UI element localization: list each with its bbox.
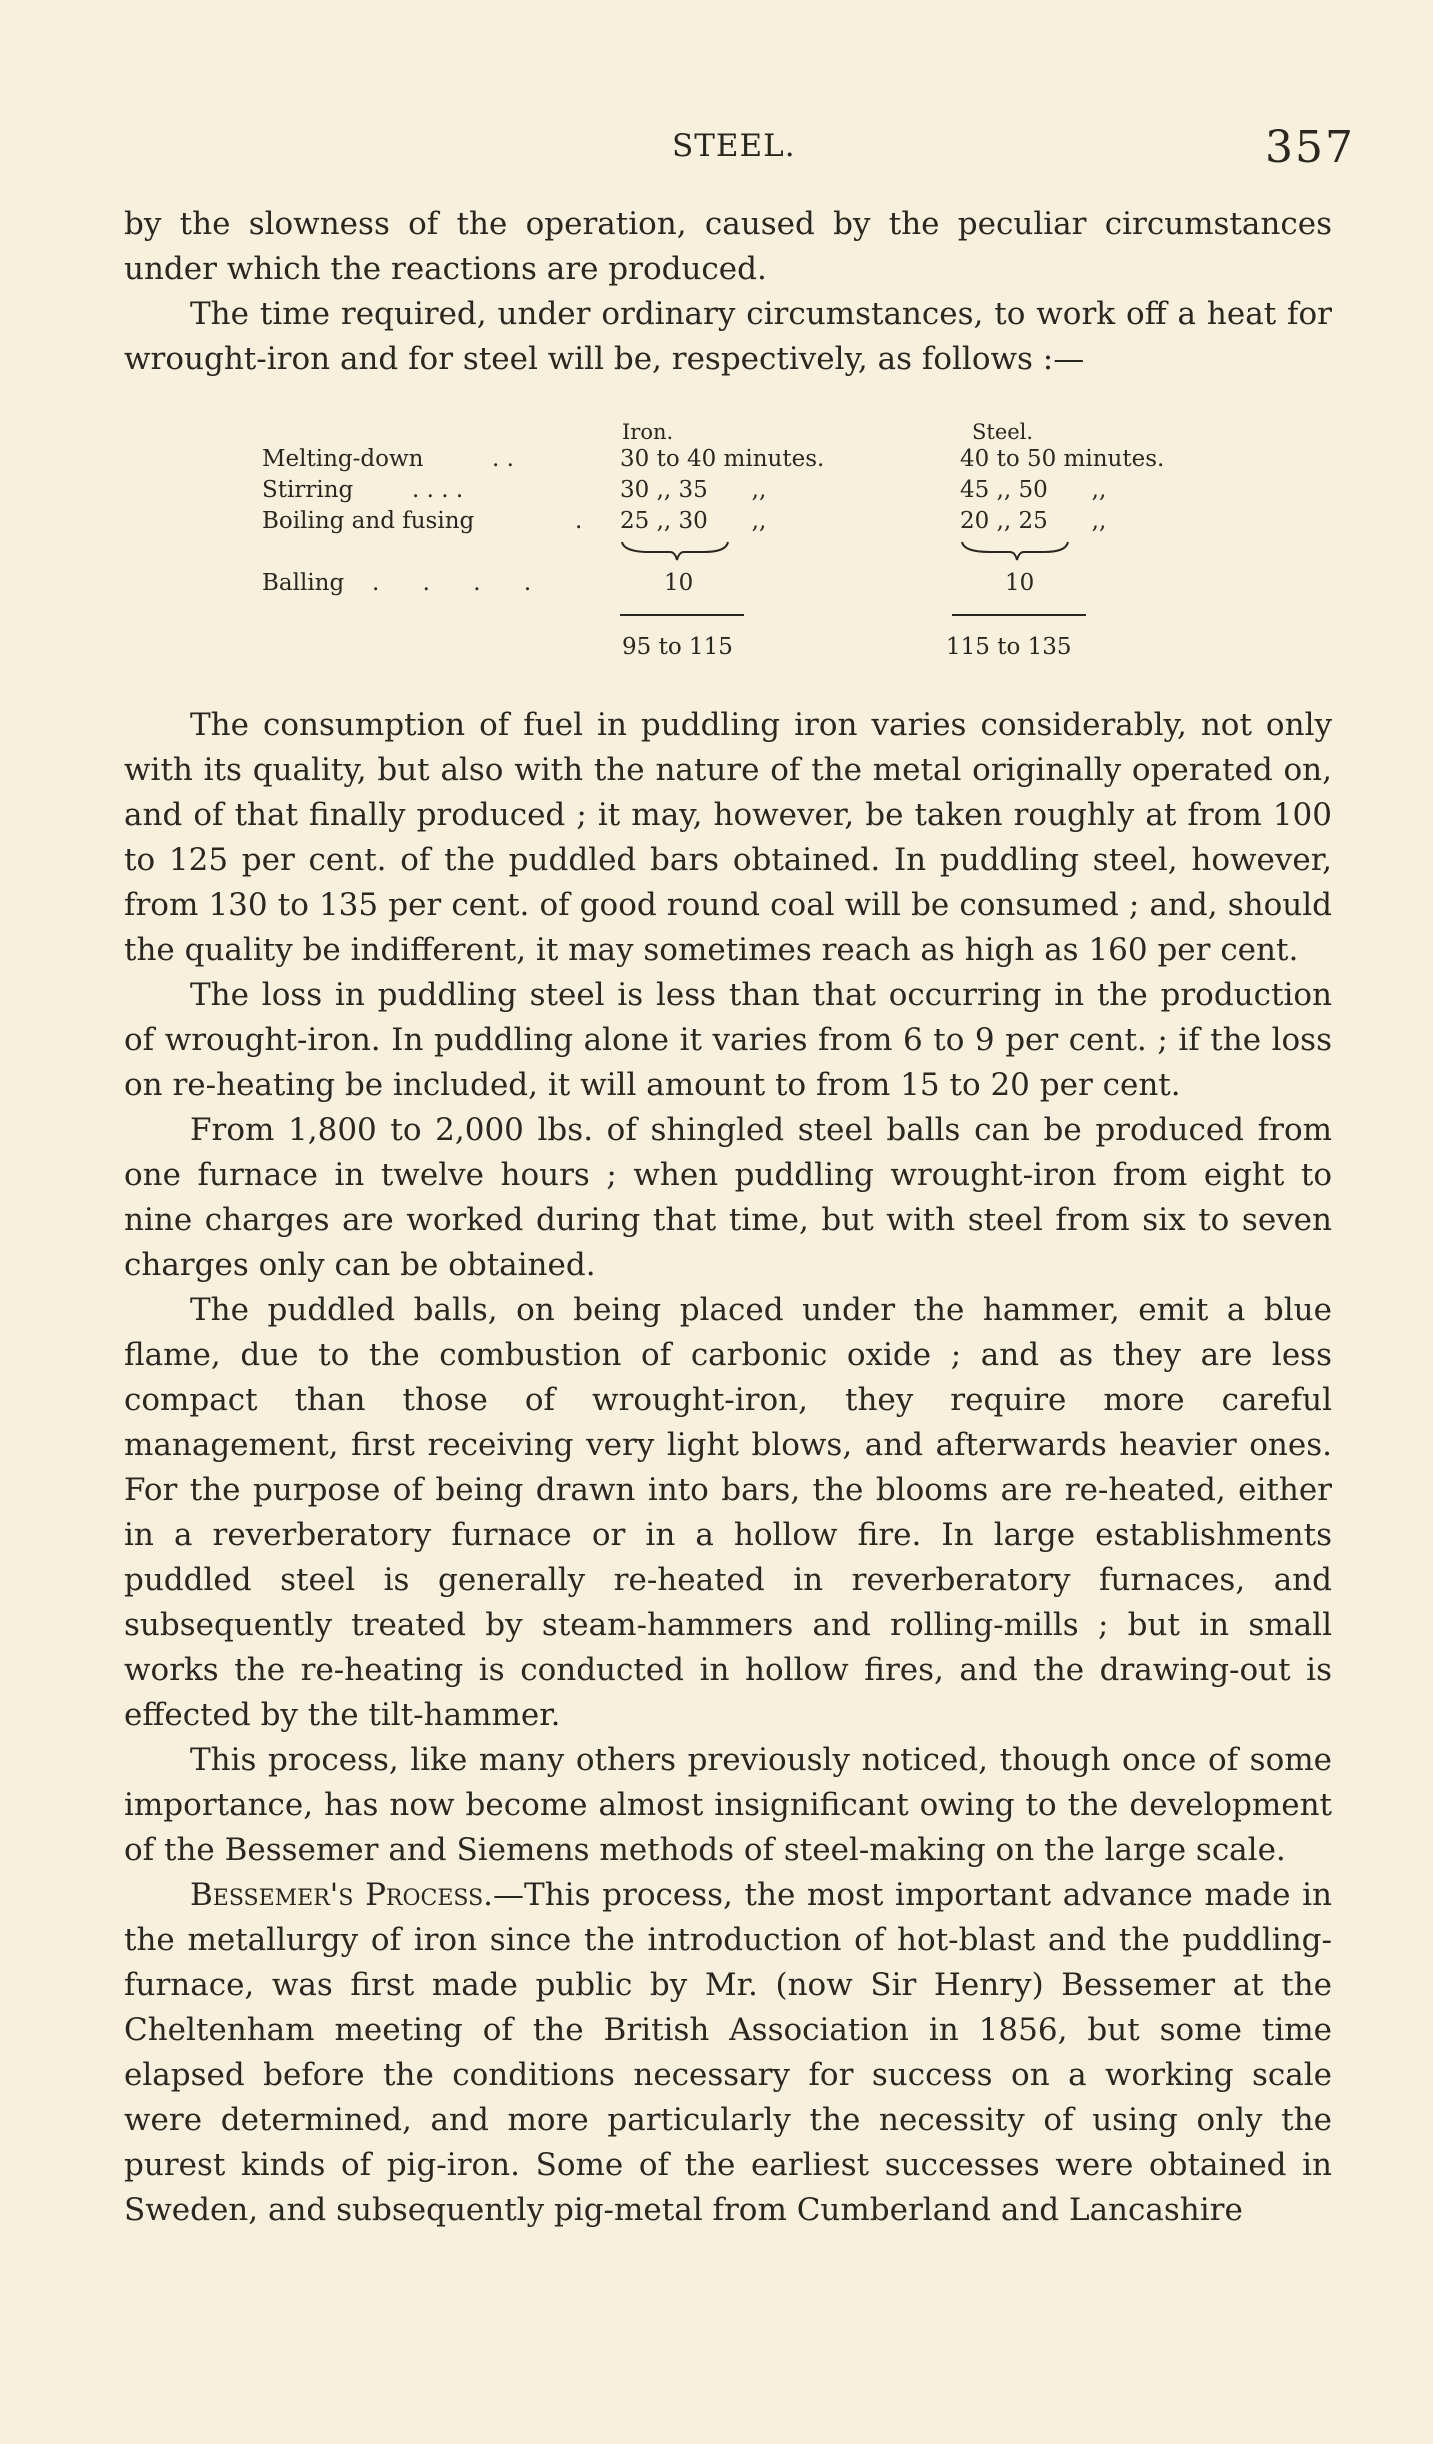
- main-text: [124, 703, 1332, 2233]
- iron-value: 25 ,, 30 ,,: [620, 508, 767, 534]
- column-header-iron: Iron.: [622, 420, 674, 444]
- heat-time-table: [262, 420, 1222, 680]
- paragraph-bessemer: [124, 1873, 1332, 2233]
- iron-value: 30 ,, 35 ,,: [620, 477, 767, 503]
- iron-total-rule: [620, 614, 744, 616]
- paragraph: The consumption of fuel in puddling iron varies considerably, not only with its quality, but also with the nature of the metal originally operated on, and of that finally produced ; it may, however, be taken roughly at from 100 to 125 per cent. of the puddled bars obtained. In puddling steel, however, from 130 to 135 per cent. of good round coal will be consumed ; and, should the quality be indifferent, it may sometimes reach as high as 160 per cent.: [124, 707, 1332, 968]
- running-title: STEEL.: [672, 128, 796, 164]
- steel-value: 45 ,, 50 ,,: [960, 477, 1107, 503]
- iron-total: 95 to 115: [622, 634, 733, 660]
- paragraph: The puddled balls, on being placed under the hammer, emit a blue flame, due to the combustion of carbonic oxide ; and as they are less compact than those of wrought-iron, they require more careful management, first receiving very light blows, and afterwards heavier ones. For the purpose of being drawn into bars, the blooms are re-heated, either in a reverberatory furnace or in a hollow fire. In large establishments puddled steel is generally re-heated in reverberatory furnaces, and subsequently treated by steam-hammers and rolling-mills ; but in small works the re-heating is conducted in hollow fires, and the drawing-out is effected by the tilt-hammer.: [124, 1292, 1332, 1733]
- row-label: Balling: [262, 570, 345, 596]
- column-header-steel: Steel.: [972, 420, 1034, 444]
- row-dots: . .: [492, 446, 514, 472]
- section-text: —This process, the most important advance made in the metallurgy of iron since the introduction of hot-blast and the puddling-furnace, was first made public by Mr. (now Sir Henry) Bessemer at the Cheltenham meeting of the British Association in 1856, but some time elapsed before the conditions necessary for success on a working scale were determined, and more particularly the necessity of using only the purest kinds of pig-iron. Some of the earliest successes were obtained in Sweden, and subsequently pig-metal from Cumberland and Lancashire: [124, 1877, 1332, 2228]
- paragraph: From 1,800 to 2,000 lbs. of shingled steel balls can be produced from one furnace in twelve hours ; when puddling wrought-iron from eight to nine charges are worked during that time, but with steel from six to seven charges only can be obtained.: [124, 1112, 1332, 1283]
- row-label: Stirring: [262, 477, 354, 503]
- row-label: Boiling and fusing: [262, 508, 475, 534]
- paragraph: This process, like many others previously noticed, though once of some importance, has now become almost insignificant owing to the development of the Bessemer and Siemens methods of steel-making on the large scale.: [124, 1742, 1332, 1868]
- steel-total: 115 to 135: [946, 634, 1072, 660]
- paragraph: The loss in puddling steel is less than that occurring in the production of wrought-iron. In puddling alone it varies from 6 to 9 per cent. ; if the loss on re-heating be included, it will amount to from 15 to 20 per cent.: [124, 977, 1332, 1103]
- opening-text: [124, 202, 1332, 382]
- steel-total-rule: [952, 614, 1086, 616]
- page-number: 357: [1265, 122, 1355, 173]
- steel-value: 20 ,, 25 ,,: [960, 508, 1107, 534]
- paragraph: by the slowness of the operation, caused by the peculiar circumstances under which the reactions are produced.: [124, 206, 1332, 287]
- row-label: Melting-down: [262, 446, 424, 472]
- steel-brace: [960, 540, 1070, 562]
- steel-value: 10: [1005, 570, 1035, 596]
- iron-value: 30 to 40 minutes.: [620, 446, 825, 472]
- section-heading: Bessemer's Process.: [190, 1877, 494, 1913]
- row-dots: . . . .: [412, 477, 464, 503]
- page-header: [0, 120, 1433, 180]
- row-dots: . . . .: [372, 570, 550, 596]
- iron-value: 10: [664, 570, 694, 596]
- steel-value: 40 to 50 minutes.: [960, 446, 1165, 472]
- iron-brace: [620, 540, 730, 562]
- row-dots: .: [575, 508, 583, 534]
- paragraph: The time required, under ordinary circumstances, to work off a heat for wrought-iron and for steel will be, respectively, as follows :—: [124, 296, 1332, 377]
